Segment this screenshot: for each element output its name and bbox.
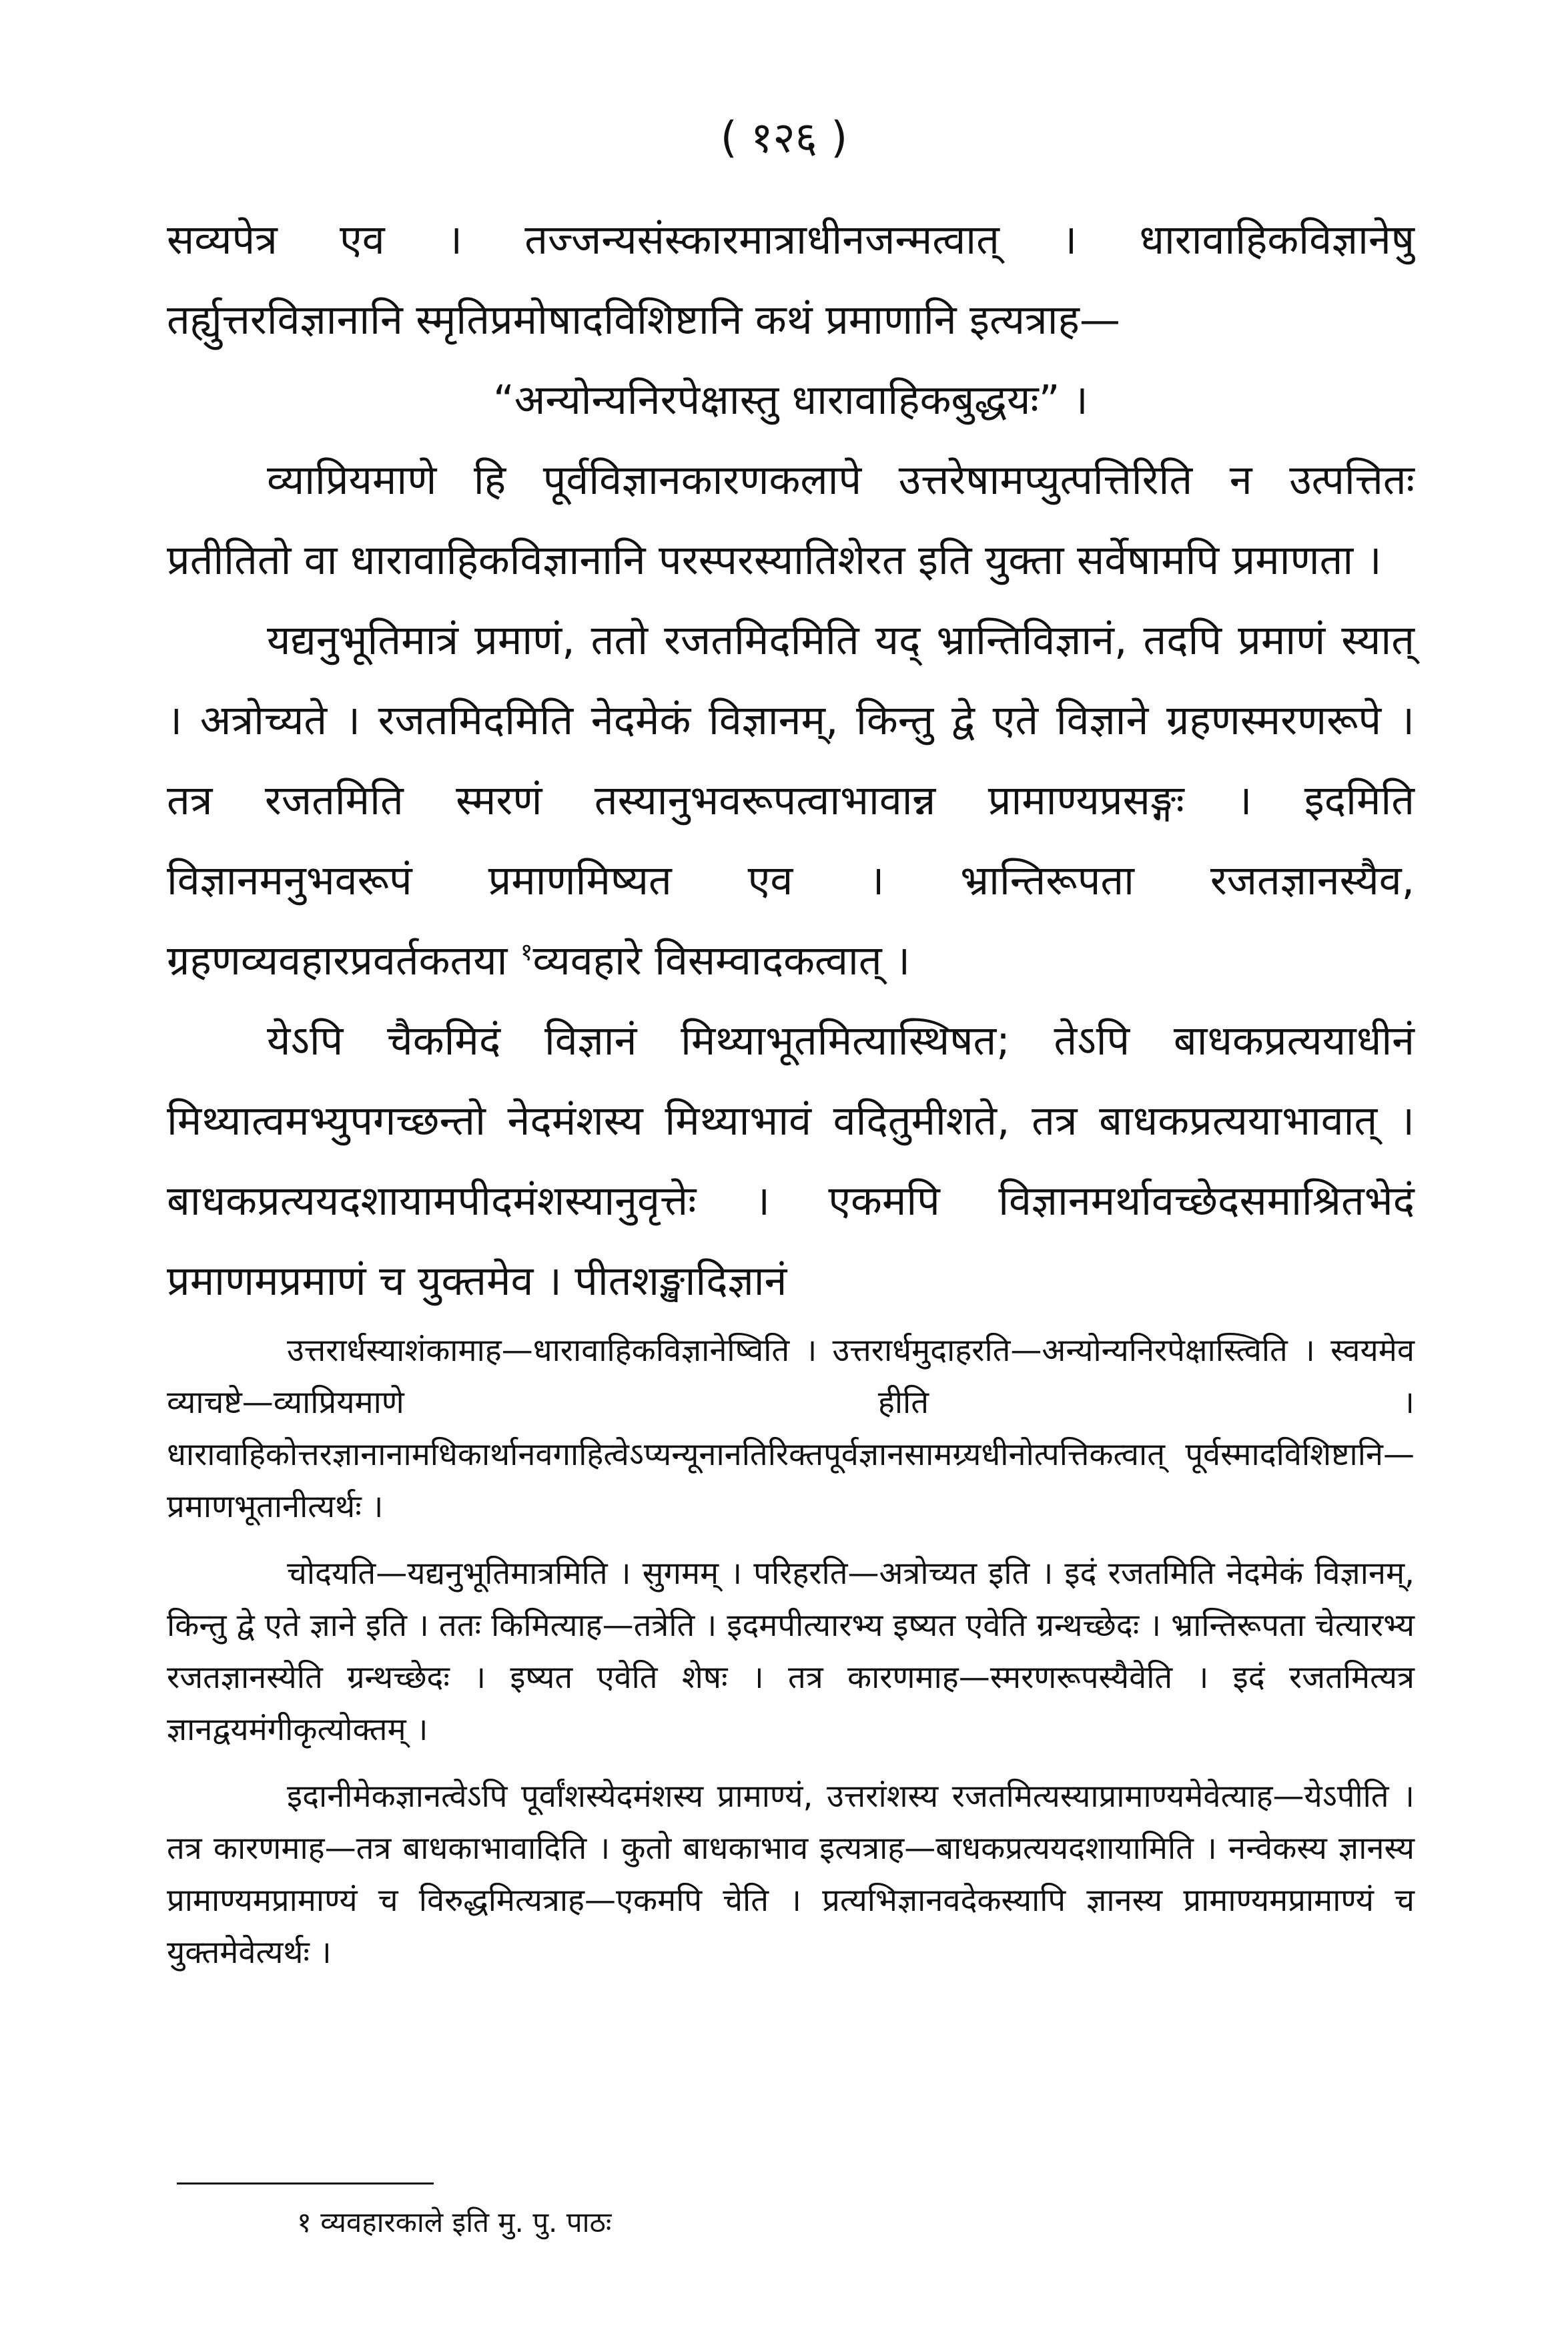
commentary [167, 1325, 1415, 1994]
paragraph-3-text: यद्यनुभूतिमात्रं प्रमाणं, ततो रजतमिदमिति यद् भ्रान्तिविज्ञानं, तदपि प्रमाणं स्यात् । अत्रोच्यते । रजतमिदमिति नेदमेकं विज्ञानम्, किन्तु द्वे एते विज्ञाने ग्रहणस्मरणरूपे । तत्र रजतमिति स्मरणं तस्यानुभवरूपत्वाभावान्न प्रामाण्यप्रसङ्गः । इदमिति विज्ञानमनुभवरूपं प्रमाणमिष्यत एव । भ्रान्तिरूपता रजतज्ञानस्यैव, ग्रहणव्यवहारप्रवर्तकतया [167, 617, 1415, 984]
commentary-paragraph-2: चोदयति—यद्यनुभूतिमात्रमिति । सुगमम् । परिहरति—अत्रोच्यत इति । इदं रजतमिति नेदमेकं विज्ञानम्, किन्तु द्वे एते ज्ञाने इति । ततः किमित्याह—तत्रेति । इदमपीत्यारभ्य इष्यत एवेति ग्रन्थच्छेदः । भ्रान्तिरूपता चेत्यारभ्य रजतज्ञानस्येति ग्रन्थच्छेदः । इष्यत एवेति शेषः । तत्र कारणमाह—स्मरणरूपस्यैवेति । इदं रजतमित्यत्र ज्ञानद्वयमंगीकृत्योक्तम् । [167, 1555, 1415, 1748]
page-number: ( १२६ ) [720, 113, 848, 163]
main-paragraph-3 [167, 601, 1415, 1001]
main-paragraph-1: सव्यपेत्र एव । तज्जन्यसंस्कारमात्राधीनजन्मत्वात् । धारावाहिकविज्ञानेषु तर्ह्युत्तरविज्ञानानि स्मृतिप्रमोषादविशिष्टानि कथं प्रमाणानि इत्यत्राह— [167, 216, 1415, 344]
main-paragraph-4: येऽपि चैकमिदं विज्ञानं मिथ्याभूतमित्यास्थिषत; तेऽपि बाधकप्रत्ययाधीनं मिथ्यात्वमभ्युपगच्छन्तो नेदमंशस्य मिथ्याभावं वदितुमीशते, तत्र बाधकप्रत्ययाभावात् । बाधकप्रत्ययदशायामपीदमंशस्यानुवृत्तेः । एकमपि विज्ञानमर्थावच्छेदसमाश्रितभेदं प्रमाणमप्रमाणं च युक्तमेव । पीतशङ्खादिज्ञानं [167, 1017, 1415, 1305]
verse-quote: “अन्योन्यनिरपेक्षास्तु धारावाहिकबुद्धयः” । [493, 376, 1088, 424]
main-paragraph-2: व्याप्रियमाणे हि पूर्वविज्ञानकारणकलापे उत्तरेषामप्युत्पत्तिरिति न उत्पत्तितः प्रतीतितो वा धारावाहिकविज्ञानानि परस्परस्यातिशेरत इति युक्ता सर्वेषामपि प्रमाणता । [167, 457, 1415, 584]
commentary-paragraph-3: इदानीमेकज्ञानत्वेऽपि पूर्वांशस्येदमंशस्य प्रामाण्यं, उत्तरांशस्य रजतमित्यस्याप्रामाण्यमेवेत्याह—येऽपीति । तत्र कारणमाह—तत्र बाधकाभावादिति । कुतो बाधकाभाव इत्यत्राह—बाधकप्रत्ययदशायामिति । नन्वेकस्य ज्ञानस्य प्रामाण्यमप्रामाण्यं च विरुद्धमित्यत्राह—एकमपि चेति । प्रत्यभिज्ञानवदेकस्यापि ज्ञानस्य प्रामाण्यमप्रामाण्यं च युक्तमेवेत्यर्थः । [167, 1778, 1415, 1971]
main-text [167, 200, 1415, 1322]
paragraph-3-text-end: व्यवहारे विसम्वादकत्वात् । [532, 937, 911, 984]
footnote-divider [177, 2182, 434, 2184]
footnote: १ व्यवहारकाले इति मु. पु. पाठः [297, 2206, 612, 2239]
footnote-marker: १ [520, 938, 533, 966]
commentary-paragraph-1: उत्तरार्धस्याशंकामाह—धारावाहिकविज्ञानेष्विति । उत्तरार्धमुदाहरति—अन्योन्यनिरपेक्षास्त्विति । स्वयमेव व्याचष्टे—व्याप्रियमाणे हीति । धारावाहिकोत्तरज्ञानानामधिकार्थानवगाहित्वेऽप्यन्यूनानतिरिक्तपूर्वज्ञानसामग्र्यधीनोत्पत्तिकत्वात् पूर्वस्मादविशिष्टानि—प्रमाणभूतानीत्यर्थः । [167, 1332, 1415, 1525]
